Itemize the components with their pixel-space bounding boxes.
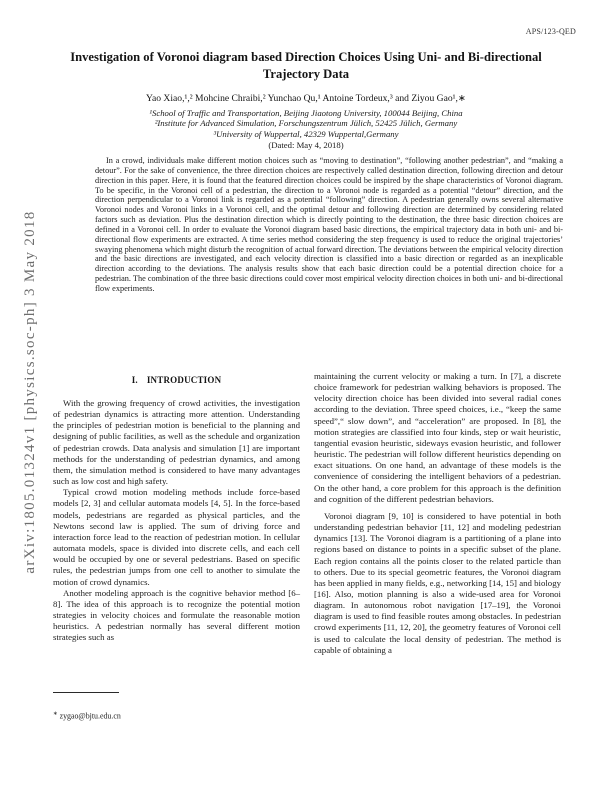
body-paragraph: Typical crowd motion modeling methods include force-based models [2, 3] and cellular automata models [4, 5]. In the force-based models, pedestrians are regarded as physical particles, and the Newtons second law is applied. The sum of driving force and interaction force lead to the reaction of pedestrian motion. In cellular automata models, space is divided into discrete cells, and each cell would be occupied by one or several pedestrians. Based on specific rules, the pedestrian jumps from one cell to another to simulate the motion of crowd dynamics. (53, 487, 300, 587)
left-column (53, 371, 300, 656)
footnote-marker: ∗ (53, 711, 58, 717)
body-paragraph: Voronoi diagram [9, 10] is considered to have potential in both understanding pedestrian behavior [11, 12] and modeling pedestrian dynamics [13]. The Voronoi diagram is a partitioning of a plane into regions based on distance to points in a specific subset of the plane. Each region contains all the points closer to the related particle than to others. Due to its special geometric features, the Voronoi diagram has been applied in many fields, e.g., networking [14, 15] and biology [16]. Also, motion planning is also a wide-used area for Voronoi diagram. In autonomous robot navigation [17–19], the Voronoi diagram is used to find feasible routes among obstacles. In pedestrian crowd experiments [11, 12, 20], the geometry features of Voronoi cell is used to calculate the local density of pedestrian. The method is capable of obtaining a (314, 510, 561, 655)
affiliation-line: ³University of Wuppertal, 42329 Wuppertal,Germany (213, 128, 399, 139)
dated-line: (Dated: May 4, 2018) (268, 140, 344, 150)
two-column-body (53, 371, 561, 656)
author-email-link[interactable]: zygao@bjtu.edu.cn (59, 711, 121, 721)
paper-title: Investigation of Voronoi diagram based Direction Choices Using Uni- and Bi-directional Trajectory Data (70, 50, 542, 81)
journal-code: APS/123-QED (525, 27, 576, 36)
arxiv-stamp: arXiv:1805.01324v1 [physics.soc-ph] 3 May 2018 (22, 210, 38, 574)
section-heading-introduction (53, 375, 300, 385)
affiliation-line: ¹School of Traffic and Transportation, Beijing Jiaotong University, 100044 Beijing, China (149, 108, 463, 118)
footnote-rule (53, 692, 119, 693)
author-line: Yao Xiao,¹,² Mohcine Chraibi,² Yunchao Qu,¹ Antoine Tordeux,³ and Ziyou Gao¹,∗ (146, 93, 466, 104)
affiliation-line: ²Institute for Advanced Simulation, Forschungszentrum Jülich, 52425 Jülich, Germany (154, 118, 458, 129)
body-paragraph: Another modeling approach is the cognitive behavior method [6–8]. The idea of this approach is to recognize the potential motion strategies in velocity choices and formulate the reasonable motion heuristics. A pedestrian normally has several different motion strategies such as (53, 587, 300, 643)
right-column (314, 371, 561, 656)
abstract-text: In a crowd, individuals make different motion choices such as “moving to destination”, “following another pedestrian”, and “making a detour”. For the sake of convenience, the three direction choices are respectively called destination direction, following direction and detour direction in this paper. Here, it is found that the featured direction choices could be inspired by the shape characteristics of Voronoi diagram. To be specific, in the Voronoi cell of a pedestrian, the direction to a Voronoi node is regarded as a potential “detour” direction, and the direction perpendicular to a Voronoi link is regarded as a potential “following” direction. A pedestrian generally owns several alternative Voronoi nodes and Voronoi links in a Voronoi cell, and the optimal detour and following direction are determined by considering related factors such as deviation. Plus the destination direction which is directly pointing to the destination, the three basic direction choices are defined in a Voronoi cell. In order to evaluate the Voronoi diagram based basic directions, the empirical trajectory data in both uni- and bi-directional flow experiments are extracted. A time series method considering the step frequency is used to reduce the original trajectories’ swaying phenomena which might disturb the recognition of actual forward direction. The deviations between the empirical velocity direction and the basic directions are investigated, and each velocity direction is classified into a basic direction or regarded as an inexplicable direction according to the deviations. The analysis results show that each basic direction could be a potential direction choice for a pedestrian. The combination of the three basic directions could cover most empirical velocity direction choices in both uni- and bi-directional flow experiments. (95, 156, 563, 293)
footnote (53, 711, 121, 721)
body-paragraph: With the growing frequency of crowd activities, the investigation of pedestrian dynamics is attracting more attention. Understanding the principles of pedestrian motion is beneficial to the planning and designing of public facilities, as well as the schedule and organization of pedestrian crowds. Data analysis and simulation [1] are important methods for the understanding of pedestrian dynamics, and among them, the simulation method is considered to have many advantages such as low cost and high safety. (53, 398, 300, 487)
body-paragraph: maintaining the current velocity or making a turn. In [7], a discrete choice framework for pedestrian walking behaviors is proposed. The velocity direction choice has been divided into several radial cones according to the deviation. Three speed choices, i.e., “keep the same speed”,“ slow down”, and “acceleration” are proposed. In [8], the motion strategies are classified into four kinds, step or wait heuristic, tangential evasion heuristic, sideways evasion heuristic, and follower heuristic. The pedestrian will follow different heuristics depending on exact situations. On one hand, an advantage of these models is the convenience of considering the intelligent behaviors of a pedestrian. On the other hand, a core problem for this approach is the definition and cognition of the different pedestrian behaviors. (314, 371, 561, 504)
section-number: I. (131, 375, 138, 385)
section-title: INTRODUCTION (146, 375, 222, 385)
affiliations-block (0, 108, 612, 139)
